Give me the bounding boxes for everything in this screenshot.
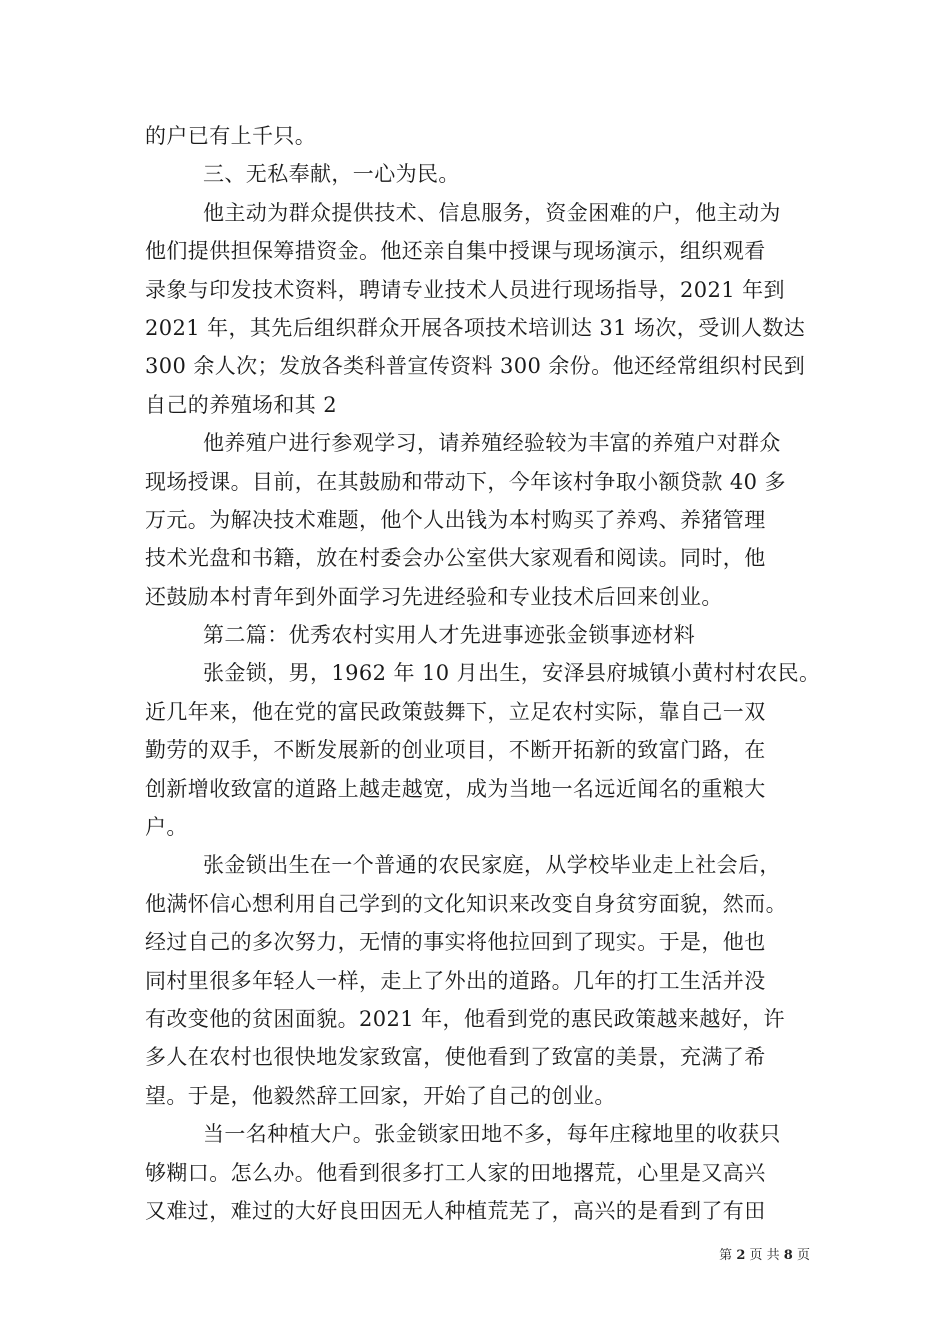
total-page-number: 8 (783, 1248, 793, 1263)
text-line: 又难过，难过的大好良田因无人种植荒芜了，高兴的是看到了有田 (145, 1198, 766, 1223)
text-line: 当一名种植大户。张金锁家田地不多，每年庄稼地里的收获只 (203, 1122, 781, 1147)
footer-prefix: 第 (719, 1248, 733, 1263)
text-line: 近几年来，他在党的富民政策鼓舞下，立足农村实际，靠自己一双 (145, 699, 766, 724)
text-line: 他主动为群众提供技术、信息服务，资金困难的户，他主动为 (203, 200, 781, 225)
page-number-footer (680, 1247, 810, 1265)
text-line: 有改变他的贫困面貌。2021 年，他看到党的惠民政策越来越好，许 (145, 1006, 785, 1031)
footer-middle: 页 共 (749, 1248, 780, 1263)
text-line: 望。于是，他毅然辞工回家，开始了自己的创业。 (145, 1083, 616, 1108)
text-line: 还鼓励本村青年到外面学习先进经验和专业技术后回来创业。 (145, 584, 723, 609)
text-line: 张金锁出生在一个普通的农民家庭，从学校毕业走上社会后， (203, 853, 781, 878)
text-line: 户。 (145, 815, 188, 840)
text-line: 经过自己的多次努力，无情的事实将他拉回到了现实。于是，他也 (145, 930, 766, 955)
text-line: 勤劳的双手，不断发展新的创业项目，不断开拓新的致富门路，在 (145, 738, 766, 763)
footer-suffix: 页 (796, 1248, 810, 1263)
text-line: 他们提供担保筹措资金。他还亲自集中授课与现场演示，组织观看 (145, 239, 766, 264)
text-line: 多人在农村也很快地发家致富，使他看到了致富的美景，充满了希 (145, 1045, 766, 1070)
body-text (145, 117, 821, 1230)
text-line: 创新增收致富的道路上越走越宽，成为当地一名远近闻名的重粮大 (145, 776, 766, 801)
current-page-number: 2 (736, 1248, 746, 1263)
text-line: 万元。为解决技术难题，他个人出钱为本村购买了养鸡、养猪管理 (145, 507, 766, 532)
text-line: 技术光盘和书籍，放在村委会办公室供大家观看和阅读。同时，他 (145, 546, 766, 571)
text-line: 300 余人次；发放各类科普宣传资料 300 余份。他还经常组织村民到 (145, 354, 806, 379)
text-line: 2021 年，其先后组织群众开展各项技术培训达 31 场次，受训人数达 (145, 315, 806, 340)
text-line: 张金锁，男，1962 年 10 月出生，安泽县府城镇小黄村村农民。 (203, 661, 821, 686)
text-line: 同村里很多年轻人一样，走上了外出的道路。几年的打工生活并没 (145, 968, 766, 993)
text-line: 自己的养殖场和其 2 (145, 392, 338, 417)
text-line: 够糊口。怎么办。他看到很多打工人家的田地撂荒，心里是又高兴 (145, 1160, 766, 1185)
text-line: 录象与印发技术资料，聘请专业技术人员进行现场指导，2021 年到 (145, 277, 785, 302)
chapter-heading: 第二篇：优秀农村实用人才先进事迹张金锁事迹材料 (203, 623, 696, 648)
text-line: 的户已有上千只。 (145, 124, 317, 148)
text-line: 他满怀信心想利用自己学到的文化知识来改变自身贫穷面貌，然而。 (145, 891, 787, 916)
text-line: 现场授课。目前，在其鼓励和带动下，今年该村争取小额贷款 40 多 (145, 469, 786, 494)
section-heading: 三、无私奉献，一心为民。 (203, 162, 460, 187)
text-line: 他养殖户进行参观学习，请养殖经验较为丰富的养殖户对群众 (203, 431, 781, 456)
